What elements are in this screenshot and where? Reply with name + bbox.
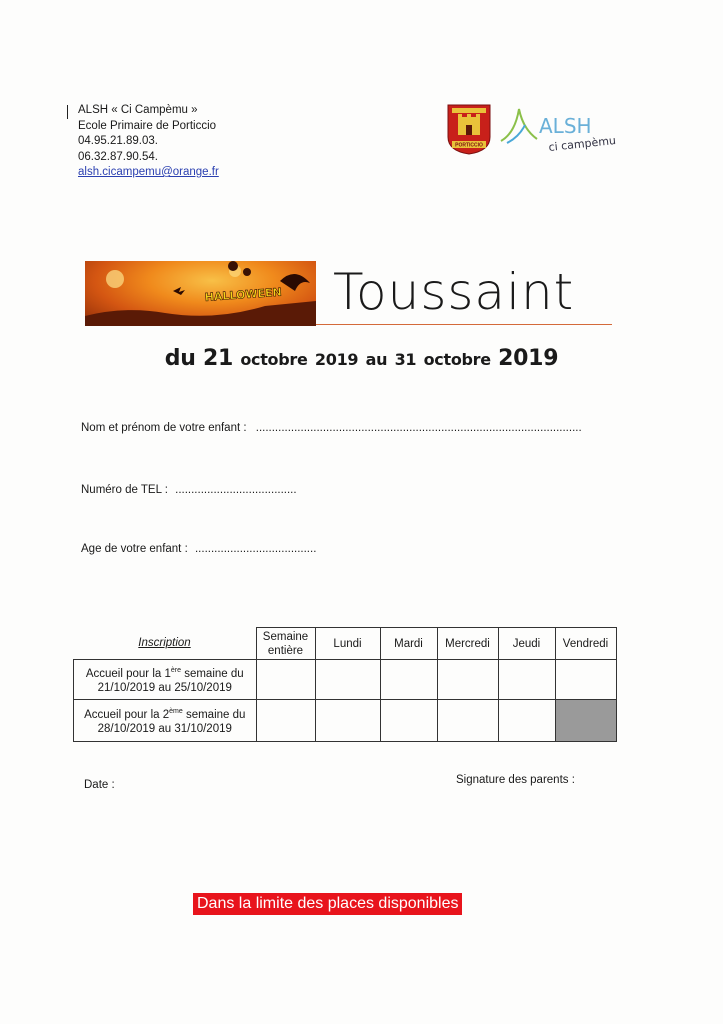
col-week-header [256,628,315,660]
row1-sup: ère [170,667,181,675]
inscription-table [73,627,617,742]
date-end-month: octobre [423,350,491,369]
age-label: Age de votre enfant : [81,543,188,555]
phone-1: 04.95.21.89.03. [78,135,158,147]
row2-sup: ème [169,708,183,716]
org-name: ALSH « Ci Campèmu » [78,104,198,116]
col-mercredi: Mercredi [437,628,498,660]
banner-image-text: HALLOWEEN [204,285,283,304]
alsh-logo-text: ALSH [539,114,592,138]
row2-label-b: semaine du [182,708,246,721]
alsh-logo-subtext: ci campèmu [547,133,617,154]
availability-notice: Dans la limite des places disponibles [193,893,462,915]
table-row [74,660,617,700]
phone-dots[interactable]: ...................................... [175,484,297,496]
col-mardi: Mardi [380,628,437,660]
page-title: Toussaint [333,263,575,321]
row1-vendredi-cell[interactable] [555,660,616,700]
col-vendredi: Vendredi [555,628,616,660]
date-start-month: octobre [240,350,308,369]
row1-jeudi-cell[interactable] [498,660,555,700]
phone-2: 06.32.87.90.54. [78,150,158,163]
date-start-day: 21 [202,346,233,371]
date-au: au [365,350,388,369]
date-label: Date : [84,779,115,791]
row2-label-a: Accueil pour la 2 [84,708,170,721]
date-end-year: 2019 [498,346,559,371]
row2-lundi-cell[interactable] [315,700,380,742]
signature-label: Signature des parents : [456,774,575,786]
col-week-line2: entière [267,644,304,657]
contact-block [70,103,219,181]
row2-dates: 28/10/2019 au 31/10/2019 [97,722,232,735]
date-start-year: 2019 [314,350,359,369]
row2-vendredi-cell-disabled [555,700,616,742]
row1-label-a: Accueil pour la 1 [85,667,171,680]
row2-label [74,700,257,742]
row1-label-b: semaine du [181,667,244,680]
age-dots[interactable]: ...................................... [194,543,317,555]
margin-bar [67,105,68,119]
col-jeudi: Jeudi [498,628,555,660]
child-name-label: Nom et prénom de votre enfant : [81,422,247,434]
row1-dates: 21/10/2019 au 25/10/2019 [97,681,232,694]
row2-mercredi-cell[interactable] [437,700,498,742]
date-end-day: 31 [394,350,417,369]
phone-field[interactable] [81,484,297,496]
halloween-banner-image [85,261,316,326]
child-name-dots[interactable]: ...................................................................................................... [255,422,582,434]
row1-mardi-cell[interactable] [380,660,437,700]
row1-mercredi-cell[interactable] [437,660,498,700]
date-range [0,346,723,371]
table-row [74,700,617,742]
row2-mardi-cell[interactable] [380,700,437,742]
alsh-ci-campemu-logo [497,103,617,158]
col-lundi: Lundi [315,628,380,660]
row2-jeudi-cell[interactable] [498,700,555,742]
email-link[interactable]: alsh.cicampemu@orange.fr [78,166,219,178]
date-du: du [164,346,196,371]
inscription-header: Inscription [138,637,191,650]
porticcio-crest-logo [446,103,492,155]
phone-label: Numéro de TEL : [81,484,168,496]
row1-week-cell[interactable] [256,660,315,700]
age-field[interactable] [81,543,316,555]
row2-week-cell[interactable] [256,700,315,742]
child-name-field[interactable] [81,422,582,434]
table-header-row [74,628,617,660]
row1-label [74,660,257,700]
title-underline [316,324,612,325]
row1-lundi-cell[interactable] [315,660,380,700]
school-name: Ecole Primaire de Porticcio [78,119,217,132]
crest-text: PORTICCIO [455,142,483,149]
col-week-line1: Semaine [262,630,309,643]
